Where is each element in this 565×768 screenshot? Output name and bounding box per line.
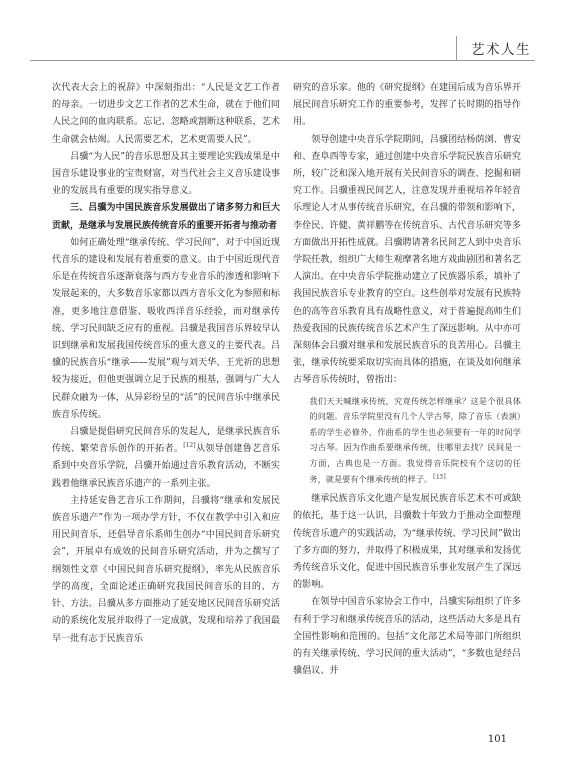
citation-ref: [12]: [183, 442, 196, 450]
paragraph: 主持延安鲁艺音乐工作期间，吕骥将“继承和发展民族音乐遗产”作为一项办学方针，不仅在教学中引入和应用民间音乐，还倡导音乐系师生创办“中国民间音乐研究会”，开展卓有成效的民间音乐研究活动，并为之撰写了纲领性文章《中国民间音乐研究提纲》，率先从民族音乐学的高度，全面论述正确研究我国民间音乐的目的、方针、方法。吕骥从多方面推动了延安地区民间音乐研究活动的系统化发展并取得了一定成就，发现和培养了我国最早一批有志于民族音乐: [52, 495, 280, 644]
paragraph: 吕骥“为人民”的音乐思想及其主要理论实践成果是中国音乐建设事业的宝贵财富，对当代社会主义音乐建设事业的发展具有重要的现实指导意义。: [52, 151, 280, 197]
page-number: 101: [487, 734, 507, 745]
paragraph: 次代表大会上的祝辞》中深刻指出：“人民是文艺工作者的母亲。一切进步文艺工作者的艺术生命，就在于他们同人民之间的血肉联系。忘记、忽略或割断这种联系，艺术生命就会枯竭。人民需要艺术，艺术更需要人民”。: [52, 83, 280, 145]
paragraph: 领导创建中央音乐学院期间，吕骥团结杨荫浏、曹安和、查阜西等专家，通过创建中央音乐学院民族音乐研究所，较广泛和深入地开展有关民间音乐的调查、挖掘和研究工作。吕骥重视民间艺人，注意发现并重视培养年轻音乐理论人才从事传统音乐研究，在吕骥的带领和影响下，李佺民、许健、黄祥鹏等在传统音乐、古代音乐研究等多方面做出开拓性成就。吕骥聘请著名民间艺人到中央音乐学院任教，组织广大师生观摩著名地方戏曲剧团和著名艺人演出。在中央音乐学院推动建立了民族器乐系，填补了我国民族音乐专业教育的空白。这些创举对发展有民族特色的高等音乐教育具有战略性意义，对于普遍提高师生们热爱我国的民族传统音乐艺术产生了深远影响。从中亦可深刻体会吕骥对继承和发展民族音乐的良苦用心。吕骥主张，继承传统要采取切实而具体的措施，在谈及如何继承古琴音乐传统时，曾指出：: [293, 134, 521, 386]
header-rule: [30, 60, 535, 61]
paragraph: 如何正确处理“继承传统、学习民间”，对于中国近现代音乐的建设和发展有着重要的意义。由于中国近现代音乐是在传统音乐逐渐衰落与西方专业音乐的渗透和影响下发展起来的，大多数音乐家都以西方音乐文化为参照和标准，更多地注意借鉴、吸收西洋音乐经验，而对继承传统、学习民间缺乏应有的重视。吕骥是我国音乐界较早认识到继承和发展我国传统音乐的重大意义的主要代表。吕骥的民族音乐“继承——发展”观与刘天华、王光祈的思想较为接近，但他更强调立足于民族的根基，强调与广大人民群众融为一体，从异彩纷呈的“活”的民间音乐中继承民族音乐传统。: [52, 237, 280, 420]
paragraph: 在领导中国音乐家协会工作中，吕骥实际组织了许多有利于学习和继承传统音乐的活动，这些活动大多是具有全国性影响和范围的。包括“文化部艺术局等部门所组织的有关继承传统、学习民间的重大活动”，“多数也是经吕骥倡议、并: [293, 597, 521, 677]
right-column: [293, 80, 521, 680]
block-quote: [293, 394, 521, 488]
paragraph: 继承民族音乐文化遗产是发展民族音乐艺术不可或缺的依托，基于这一认识，吕骥数十年致力于推动全面整理传统音乐遗产的实践活动，为“继承传统、学习民间”做出了多方面的努力，并取得了积极成果，其对继承和发扬优秀传统音乐文化，促进中国民族音乐事业发展产生了深远的影响。: [293, 494, 521, 591]
quote-text: 我们天天喊继承传统，究竟传统怎样继承？这是个很具体的问题。音乐学院里没有几个人学古琴，除了音乐（表演）系的学生必修外，作曲系的学生也必须要有一年的时间学习古琴。因为作曲系要继承传统，往哪里去找？民间是一方面，古典也是一方面。我觉得音乐院校有个这切的任务，就是要有个继承传统的样子。: [309, 395, 521, 484]
section-tab: [456, 36, 535, 60]
paragraph-text: 从领导创建鲁艺音乐系到中央音乐学院，吕骥开始通过音乐教育活动，不断实践着他继承民族音乐遗产的一系列主张。: [52, 444, 280, 489]
section-heading: 三、吕骥为中国民族音乐发展做出了诸多努力和巨大贡献，是继承与发展民族传统音乐的重要开拓者与推动者: [52, 203, 280, 231]
left-column: [52, 80, 280, 648]
paragraph-text: 吕骥是提倡研究民间音乐的发起人，是继承民族音乐传统、繁荣音乐创作的开拓者。: [52, 427, 280, 455]
paragraph: 研究的音乐家。他的《研究提纲》在建国后成为音乐界开展民间音乐研究工作的重要参考，发挥了长时期的指导作用。: [293, 83, 521, 128]
section-title: 艺术人生: [471, 42, 531, 58]
paragraph: [52, 424, 280, 493]
citation-ref: [13]: [432, 472, 447, 480]
page-header: [0, 0, 565, 68]
